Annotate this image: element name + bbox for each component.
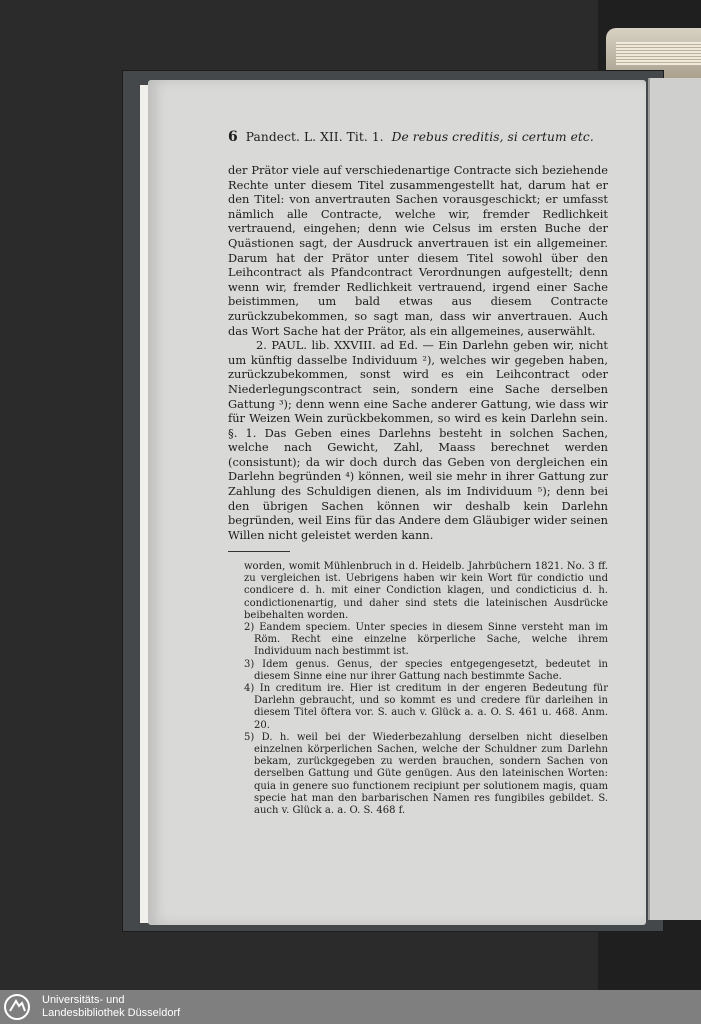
body-paragraph: der Prätor viele auf verschiedenartige Contracte sich beziehende Rechte unter diesem Titel zusammengestellt hat, darum hat er den Titel: von anvertrauten Sachen vorausgeschickt; er umfasst nämlich alle Contracte, welche wir, fremder Redlichkeit vertrauend, eingehen; denn wie Celsus im ersten Buche der Quästionen sagt, der Ausdruck anvertrauen ist ein allgemeiner. Darum hat der Prätor unter diesem Titel sowohl über den Leihcontract als Pfandcontract Verordnungen aufgestellt; denn wenn wir, fremder Redlichkeit vertrauend, irgend einer Sache beistimmen, um bald etwas aus diesem Contracte zurückzubekommen, so sagt man, dass wir anvertrauen. Auch das Wort Sache hat der Prätor, als ein allgemeines, auserwählt. xyxy=(228,163,608,338)
library-logo-icon xyxy=(4,994,30,1020)
page-number: 6 xyxy=(228,129,238,145)
body-paragraph: 2. PAUL. lib. XXVIII. ad Ed. — Ein Darlehn geben wir, nicht um künftig dasselbe Individuum ²), welches wir gegeben haben, zurückzubekommen, sonst wird es ein Leihcontract oder Niederlegungscontract sein, sondern eine Sache derselben Gattung ³); denn wenn eine Sache anderer Gattung, wie dass wir für Weizen Wein zurückbekommen, so wird es kein Darlehn sein. §. 1. Das Geben eines Darlehns besteht in solchen Sachen, welche nach Gewicht, Zahl, Maass berechnet werden (consistunt); da wir doch durch das Geben von dergleichen ein Darlehn begründen ⁴) können, weil sie mehr in ihrer Gattung zur Zahlung des Schuldigen dienen, als im Individuum ⁵); denn bei den übrigen Sachen können wir deshalb kein Darlehn begründen, weil Eins für das Andere dem Gläubiger wider seinen Willen nicht geleistet werden kann. xyxy=(228,338,608,542)
running-title: Pandect. L. XII. Tit. 1. xyxy=(245,130,384,144)
library-name[interactable] xyxy=(42,994,180,1020)
footnote: 5) D. h. weil bei der Wiederbezahlung derselben nicht dieselben einzelnen körperlichen Sachen, welche der Schuldner zum Darlehn bekam, zurückgegeben zu werden brauchen, sondern Sachen von derselben Gattung und Güte genügen. Aus den lateinischen Worten: quia in genere suo functionem recipiunt per solutionem magis, quam specie hat man den barbarischen Namen res fungibiles gebildet. S. auch v. Glück a. a. O. S. 468 f. xyxy=(244,731,608,817)
library-name-line1: Universitäts- und xyxy=(42,994,125,1006)
footnote-rule xyxy=(228,551,290,552)
footnote: 4) In creditum ire. Hier ist creditum in der engeren Bedeutung für Darlehn gebraucht, und so kommt es und credere für darleihen in diesem Titel öftera vor. S. auch v. Glück a. a. O. S. 461 u. 468. Anm. 20. xyxy=(244,683,608,731)
facing-page-edge xyxy=(648,78,701,920)
running-title-italic: De rebus creditis, si certum etc. xyxy=(391,130,594,144)
main-text xyxy=(228,163,608,542)
footnote-continuation: worden, womit Mühlenbruch in d. Heidelb. Jahrbüchern 1821. No. 3 ff. zu vergleichen ist. Uebrigens haben wir kein Wort für condictio und condicere d. h. mit einer Condiction klagen, und condicticius d. h. condictionenartig, und daher sind stets die lateinischen Ausdrücke beibehalten worden. xyxy=(244,561,608,621)
library-footer xyxy=(0,990,701,1024)
footnote: 3) Idem genus. Genus, der species entgegengesetzt, bedeutet in diesem Sinne eine nur ihrer Gattung nach bestimmte Sache. xyxy=(244,658,608,682)
footnote: 2) Eandem speciem. Unter species in diesem Sinne versteht man im Röm. Recht eine einzelne körperliche Sache, welche ihrem Individuum nach bestimmt ist. xyxy=(244,622,608,658)
library-name-line2: Landesbibliothek Düsseldorf xyxy=(42,1007,181,1019)
running-header xyxy=(228,129,618,145)
footnotes xyxy=(244,561,608,817)
